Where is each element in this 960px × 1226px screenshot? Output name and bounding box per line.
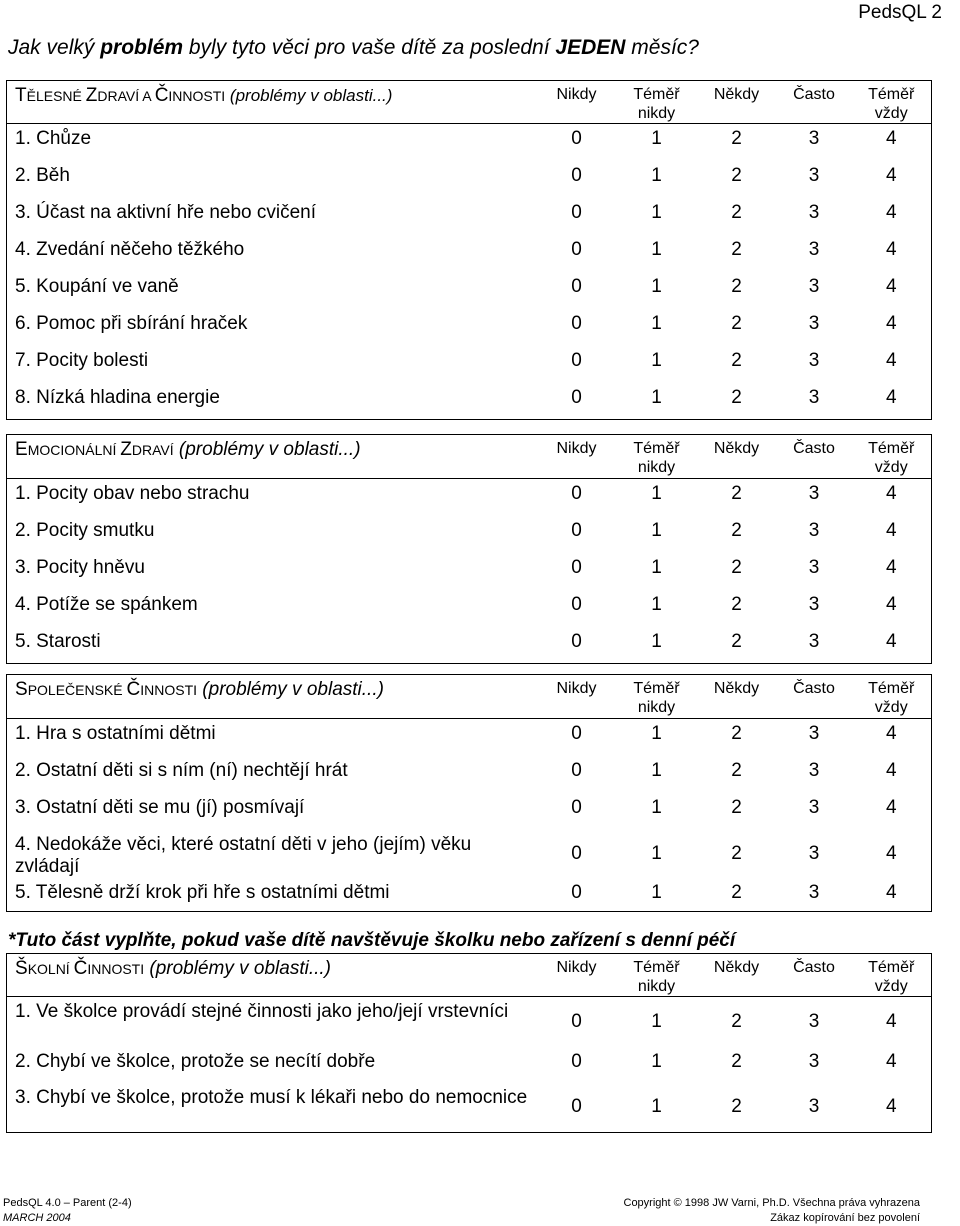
column-header: Téměř nikdy [617,81,697,124]
scale-option[interactable]: 4 [852,516,932,553]
scale-option[interactable]: 1 [651,201,662,223]
section-title-subtitle: (problémy v oblasti...) [225,86,393,105]
scale-option[interactable]: 0 [571,723,582,744]
section-title-word: MOCIONÁLNÍ [27,442,121,458]
section-title-subtitle: (problémy v oblasti...) [173,439,361,460]
column-header: Téměř vždy [852,954,932,997]
scale-option[interactable]: 0 [571,842,582,864]
scale-option[interactable]: 0 [571,519,582,541]
section-title-word: INNOSTI [140,682,198,698]
question-row [7,124,932,161]
section-table [6,80,932,420]
scale-option[interactable]: 3 [808,842,820,864]
section-title-initial: S [15,679,28,700]
scale-option[interactable]: 3 [808,128,820,149]
question-row [7,479,932,516]
scale-option[interactable]: 3 [777,1083,852,1133]
scale-option[interactable]: 1 [651,759,662,781]
scale-option[interactable]: 0 [571,556,582,578]
scale-option[interactable]: 3 [777,627,852,664]
scale-option[interactable]: 4 [852,272,932,309]
scale-option[interactable]: 3 [808,556,820,578]
scale-option[interactable]: 3 [808,519,820,541]
section-title-initial: T [15,85,27,106]
section-title [7,81,537,124]
scale-option[interactable]: 3 [808,275,820,297]
question-label: 4. Potíže se spánkem [7,590,537,627]
question-label: 2. Pocity smutku [7,516,537,553]
question-row [7,1083,932,1133]
scale-option[interactable]: 3 [808,201,820,223]
scale-option[interactable]: 0 [571,1010,582,1032]
question-label: 1. Pocity obav nebo strachu [7,479,537,516]
question-row [7,1047,932,1083]
section-title-subtitle: (problémy v oblasti...) [197,679,384,700]
scale-option[interactable]: 0 [571,238,582,260]
question-label: 1. Chůze [7,124,537,161]
scale-option[interactable]: 2 [697,627,777,664]
column-header: Téměř nikdy [617,675,697,719]
scale-option[interactable]: 0 [571,1050,582,1072]
column-header: Téměř vždy [852,435,932,479]
scale-option[interactable]: 4 [852,830,932,878]
question-row [7,997,932,1047]
scale-option[interactable]: 2 [731,759,742,781]
question-label: 4. Zvedání něčeho těžkého [7,235,537,272]
question-row [7,553,932,590]
scale-option[interactable]: 1 [651,593,662,615]
scale-option[interactable]: 1 [651,312,662,334]
question-text: byly tyto věci pro vaše dítě za poslední [183,36,556,59]
section-title-initial: Š [15,958,28,979]
scale-option[interactable]: 0 [571,312,582,334]
scale-option[interactable]: 3 [808,164,820,186]
question-label: 1. Ve školce provádí stejné činnosti jako jeho/její vrstevníci [7,997,537,1047]
section-title [7,954,537,997]
scale-option[interactable]: 4 [852,309,932,346]
scale-option[interactable]: 4 [852,590,932,627]
question-emphasis: problém [100,36,184,59]
question-emphasis: JEDEN [555,36,626,59]
column-header: Někdy [697,954,777,997]
scale-option[interactable]: 2 [731,312,742,334]
page-label: PedsQL 2 [858,2,942,23]
scale-option[interactable]: 2 [697,1083,777,1133]
scale-option[interactable]: 2 [697,383,777,420]
question-label: 6. Pomoc při sbírání hraček [7,309,537,346]
footer-permission: Zákaz kopírování bez povolení [770,1212,920,1224]
section-title-word: KOLNÍ [27,961,74,977]
scale-option[interactable]: 2 [731,723,742,744]
scale-option[interactable]: 1 [651,275,662,297]
question-label: 8. Nízká hladina energie [7,383,537,420]
question-row [7,198,932,235]
section-title [7,675,537,719]
question-label: 3. Účast na aktivní hře nebo cvičení [7,198,537,235]
scale-option[interactable]: 2 [731,519,742,541]
scale-option[interactable]: 3 [808,349,820,371]
section-title-word: DRAVÍ [131,442,174,458]
question-label: 2. Ostatní děti si s ním (ní) nechtějí hrát [7,756,537,793]
column-header: Někdy [697,81,777,124]
scale-option[interactable]: 2 [731,842,742,864]
scale-option[interactable]: 3 [808,593,820,615]
scale-option[interactable]: 4 [852,124,932,161]
scale-option[interactable]: 4 [852,719,932,756]
scale-option[interactable]: 4 [852,1083,932,1133]
question-label: 3. Pocity hněvu [7,553,537,590]
scale-option[interactable]: 1 [617,627,697,664]
footer-copyright: Copyright © 1998 JW Varni, Ph.D. Všechna práva vyhrazena [623,1197,920,1209]
scale-option[interactable]: 2 [731,1050,742,1072]
scale-option[interactable]: 4 [852,756,932,793]
scale-option[interactable]: 2 [731,796,742,818]
scale-option[interactable]: 0 [537,627,617,664]
scale-option[interactable]: 2 [731,238,742,260]
column-header: Nikdy [537,954,617,997]
scale-option[interactable]: 1 [617,383,697,420]
column-header: Nikdy [537,675,617,719]
section-title-word: INNOSTI [168,88,226,104]
scale-option[interactable]: 4 [852,383,932,420]
question-row [7,590,932,627]
section-title-initial: Z [85,85,98,106]
column-header: Téměř nikdy [617,954,697,997]
question-row [7,627,932,664]
section-title-subtitle: (problémy v oblasti...) [144,958,332,979]
scale-option[interactable]: 1 [651,483,662,504]
scale-option[interactable]: 0 [571,759,582,781]
scale-option[interactable]: 4 [852,161,932,198]
scale-option[interactable]: 0 [537,878,617,912]
column-header: Nikdy [537,81,617,124]
scale-option[interactable]: 0 [571,796,582,818]
scale-option[interactable]: 4 [852,479,932,516]
column-header: Nikdy [537,435,617,479]
scale-option[interactable]: 2 [731,164,742,186]
question-row [7,272,932,309]
question-row [7,719,932,756]
section-table [6,953,932,1133]
scale-option[interactable]: 1 [651,842,662,864]
question-row [7,516,932,553]
question-label: 2. Běh [7,161,537,198]
question-row [7,793,932,830]
scale-option[interactable]: 2 [731,275,742,297]
section-title-initial: E [15,439,28,460]
scale-option[interactable]: 1 [651,556,662,578]
scale-option[interactable]: 0 [571,128,582,149]
column-header: Často [777,81,852,124]
question-label: 7. Pocity bolesti [7,346,537,383]
scale-option[interactable]: 1 [651,349,662,371]
question-row [7,756,932,793]
scale-option[interactable]: 0 [571,483,582,504]
question-label: 4. Nedokáže věci, které ostatní děti v jeho (jejím) věku zvládají [7,830,537,878]
section-title-word: ĚLESNÉ [26,88,86,104]
scale-option[interactable]: 3 [808,759,820,781]
scale-option[interactable]: 3 [808,483,820,504]
scale-option[interactable]: 1 [651,519,662,541]
scale-option[interactable]: 3 [808,796,820,818]
section-table [6,674,932,912]
scale-option[interactable]: 2 [731,1010,742,1032]
scale-option[interactable]: 1 [617,1083,697,1133]
section-title-word: INNOSTI [87,961,145,977]
scale-option[interactable]: 0 [571,164,582,186]
section-title-initial: Č [154,85,169,106]
scale-option[interactable]: 1 [651,796,662,818]
question-label: 3. Ostatní děti se mu (jí) posmívají [7,793,537,830]
section-title [7,435,537,479]
scale-option[interactable]: 3 [808,723,820,744]
scale-option[interactable]: 3 [808,238,820,260]
scale-option[interactable]: 2 [731,349,742,371]
scale-option[interactable]: 1 [651,723,662,744]
question-label: 5. Koupání ve vaně [7,272,537,309]
scale-option[interactable]: 0 [571,593,582,615]
column-header: Často [777,675,852,719]
scale-option[interactable]: 4 [852,235,932,272]
scale-option[interactable]: 1 [651,164,662,186]
question-heading [8,36,699,60]
question-text: Jak velký [8,36,101,59]
scale-option[interactable]: 0 [537,1083,617,1133]
column-header: Téměř nikdy [617,435,697,479]
question-row [7,309,932,346]
scale-option[interactable]: 2 [731,483,742,504]
scale-option[interactable]: 4 [852,346,932,383]
question-label: 5. Tělesně drží krok při hře s ostatními dětmi [7,878,537,912]
scale-option[interactable]: 4 [852,627,932,664]
column-header: Někdy [697,435,777,479]
section-title-initial: Z [120,439,132,460]
scale-option[interactable]: 2 [697,878,777,912]
question-row [7,830,932,878]
scale-option[interactable]: 4 [852,997,932,1047]
question-label: 2. Chybí ve školce, protože se necítí dobře [7,1047,537,1083]
scale-option[interactable]: 1 [651,1010,662,1032]
scale-option[interactable]: 0 [537,383,617,420]
section-table [6,434,932,664]
scale-option[interactable]: 2 [731,128,742,149]
question-label: 1. Hra s ostatními dětmi [7,719,537,756]
question-row [7,346,932,383]
scale-option[interactable]: 0 [571,275,582,297]
column-header: Někdy [697,675,777,719]
scale-option[interactable]: 1 [651,1050,662,1072]
footer-date: MARCH 2004 [3,1212,71,1224]
column-header: Téměř vždy [852,81,932,124]
section-title-initial: Č [73,958,88,979]
footer-version: PedsQL 4.0 – Parent (2-4) [3,1197,132,1209]
question-row [7,235,932,272]
column-header: Často [777,954,852,997]
question-row [7,878,932,912]
section-title-word: POLEČENSKÉ [27,682,127,698]
scale-option[interactable]: 1 [617,878,697,912]
question-label: 3. Chybí ve školce, protože musí k lékaři nebo do nemocnice [7,1083,537,1133]
scale-option[interactable]: 3 [808,1010,820,1032]
scale-option[interactable]: 0 [571,349,582,371]
scale-option[interactable]: 4 [852,198,932,235]
question-row [7,383,932,420]
scale-option[interactable]: 4 [852,793,932,830]
scale-option[interactable]: 2 [731,201,742,223]
section-title-word: DRAVÍ A [97,88,155,104]
scale-option[interactable]: 2 [731,556,742,578]
scale-option[interactable]: 3 [808,1050,820,1072]
scale-option[interactable]: 2 [731,593,742,615]
scale-option[interactable]: 1 [651,238,662,260]
school-note: *Tuto část vyplňte, pokud vaše dítě navštěvuje školku nebo zařízení s denní péčí [8,930,736,951]
scale-option[interactable]: 4 [852,1047,932,1083]
scale-option[interactable]: 4 [852,878,932,912]
scale-option[interactable]: 3 [777,383,852,420]
scale-option[interactable]: 4 [852,553,932,590]
question-text: měsíc? [625,36,699,59]
scale-option[interactable]: 0 [571,201,582,223]
scale-option[interactable]: 3 [808,312,820,334]
section-title-initial: Č [126,679,141,700]
question-row [7,161,932,198]
scale-option[interactable]: 3 [777,878,852,912]
scale-option[interactable]: 1 [651,128,662,149]
question-label: 5. Starosti [7,627,537,664]
column-header: Téměř vždy [852,675,932,719]
column-header: Často [777,435,852,479]
